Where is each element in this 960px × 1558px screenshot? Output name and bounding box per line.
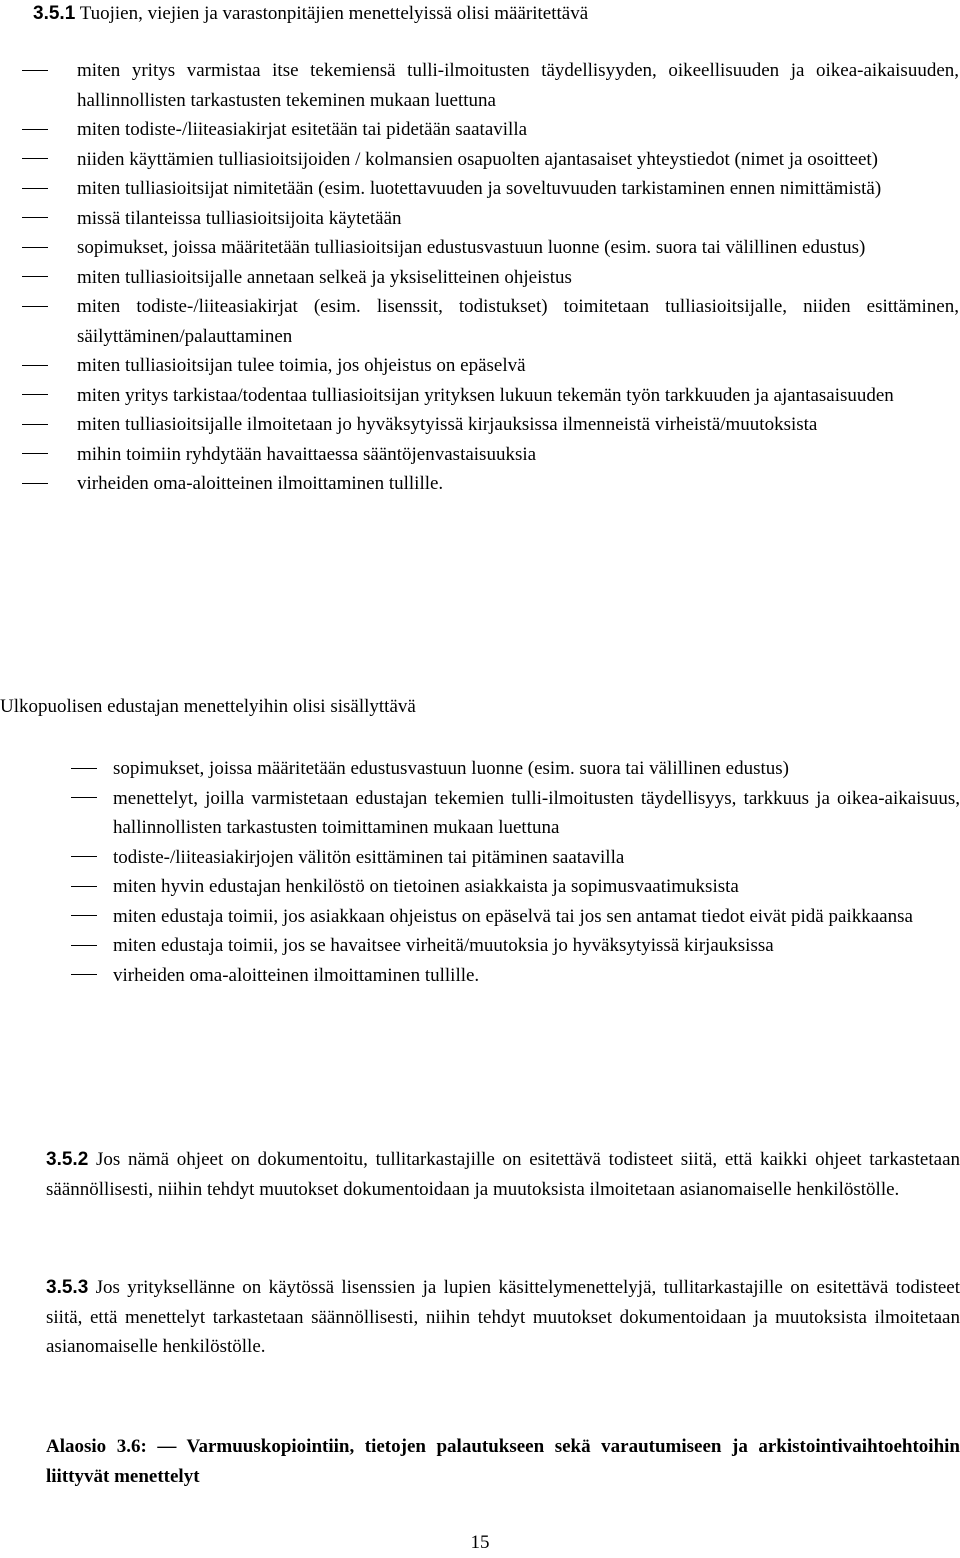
subsection-heading-3-6: Alaosio 3.6: — Varmuuskopiointiin, tietojen palautukseen sekä varautumiseen ja arkistointivaihtoehtoihin liittyvät menettelyt: [46, 1436, 960, 1487]
external-representative-intro: Ulkopuolisen edustajan menettelyihin olisi sisällyttävä: [0, 696, 416, 717]
dash-bullet-icon: [22, 204, 48, 234]
section-title: Tuojien, viejien ja varastonpitäjien menettelyissä olisi määritettävä: [79, 3, 589, 24]
dash-bullet-icon: [71, 902, 97, 932]
dash-bullet-icon: [22, 115, 48, 145]
paragraph-number: 3.5.2: [46, 1149, 89, 1170]
paragraph-number: 3.5.3: [46, 1277, 89, 1298]
list-item: miten tulliasioitsijalle annetaan selkeä ja yksiselitteinen ohjeistus: [77, 263, 959, 293]
dash-bullet-icon: [22, 145, 48, 175]
list-item: miten todiste-/liiteasiakirjat esitetään tai pidetään saatavilla: [77, 115, 959, 145]
list-item: menettelyt, joilla varmistetaan edustajan tekemien tulli-ilmoitusten täydellisyys, tarkkuus ja oikea-aikaisuus, hallinnollisten tarkastusten toimittaminen mukaan luettuna: [113, 784, 960, 843]
list-item: miten edustaja toimii, jos asiakkaan ohjeistus on epäselvä tai jos sen antamat tiedot eivät pidä paikkaansa: [113, 902, 960, 932]
list-item: miten tulliasioitsijan tulee toimia, jos ohjeistus on epäselvä: [77, 351, 959, 381]
dash-bullet-icon: [71, 843, 97, 873]
list-item: miten todiste-/liiteasiakirjat (esim. lisenssit, todistukset) toimitetaan tulliasioitsijalle, niiden esittäminen, säilyttäminen/palauttaminen: [77, 292, 959, 351]
dash-bullet-icon: [22, 410, 48, 440]
requirements-list-representatives: [113, 754, 960, 990]
dash-bullet-icon: [71, 872, 97, 902]
dash-bullet-icon: [22, 292, 48, 322]
dash-bullet-icon: [22, 56, 48, 86]
dash-bullet-icon: [71, 784, 97, 814]
list-item: miten edustaja toimii, jos se havaitsee virheitä/muutoksia jo hyväksytyissä kirjauksissa: [113, 931, 960, 961]
section-heading-3-5-1: [33, 1, 953, 27]
list-item: todiste-/liiteasiakirjojen välitön esittäminen tai pitäminen saatavilla: [113, 843, 960, 873]
page-number: 15: [470, 1532, 490, 1553]
list-item: miten hyvin edustajan henkilöstö on tietoinen asiakkaista ja sopimusvaatimuksista: [113, 872, 960, 902]
list-item: miten yritys varmistaa itse tekemiensä tulli-ilmoitusten täydellisyyden, oikeellisuuden ja oikea-aikaisuuden, hallinnollisten tarkastusten tekeminen mukaan luettuna: [77, 56, 959, 115]
dash-bullet-icon: [22, 351, 48, 381]
requirements-list-importers: [77, 56, 959, 499]
paragraph-3-5-2: [46, 1145, 960, 1204]
list-item: miten tulliasioitsijat nimitetään (esim. luotettavuuden ja soveltuvuuden tarkistaminen ennen nimittämistä): [77, 174, 959, 204]
section-number: 3.5.1: [33, 3, 76, 24]
paragraph-text: Jos nämä ohjeet on dokumentoitu, tullitarkastajille on esitettävä todisteet siitä, että kaikki ohjeet tarkastetaan säännöllisesti, niihin tehdyt muutokset dokumentoidaan ja muutoksista ilmoitetaan asianomaiselle henkilöstölle.: [46, 1149, 960, 1200]
list-item: mihin toimiin ryhdytään havaittaessa sääntöjenvastaisuuksia: [77, 440, 959, 470]
list-item: miten tulliasioitsijalle ilmoitetaan jo hyväksytyissä kirjauksissa ilmenneistä virheistä/muutoksista: [77, 410, 959, 440]
dash-bullet-icon: [22, 469, 48, 499]
list-item: sopimukset, joissa määritetään tulliasioitsijan edustusvastuun luonne (esim. suora tai välillinen edustus): [77, 233, 959, 263]
paragraph-3-5-3: [46, 1273, 960, 1362]
dash-bullet-icon: [71, 754, 97, 784]
dash-bullet-icon: [71, 961, 97, 991]
dash-bullet-icon: [22, 381, 48, 411]
list-item: virheiden oma-aloitteinen ilmoittaminen tullille.: [113, 961, 960, 991]
dash-bullet-icon: [22, 233, 48, 263]
paragraph-text: Jos yrityksellänne on käytössä lisenssien ja lupien käsittelymenettelyjä, tullitarkastajille on esitettävä todisteet siitä, että menettelyt tarkastetaan säännöllisesti, niihin tehdyt muutokset dokumentoidaan ja muutoksista ilmoitetaan asianomaiselle henkilöstölle.: [46, 1277, 960, 1357]
list-item: miten yritys tarkistaa/todentaa tulliasioitsijan yrityksen lukuun tekemän työn tarkkuuden ja ajantasaisuuden: [77, 381, 959, 411]
list-item: sopimukset, joissa määritetään edustusvastuun luonne (esim. suora tai välillinen edustus): [113, 754, 960, 784]
list-item: missä tilanteissa tulliasioitsijoita käytetään: [77, 204, 959, 234]
list-item: niiden käyttämien tulliasioitsijoiden / kolmansien osapuolten ajantasaiset yhteystiedot (nimet ja osoitteet): [77, 145, 959, 175]
dash-bullet-icon: [71, 931, 97, 961]
list-item: virheiden oma-aloitteinen ilmoittaminen tullille.: [77, 469, 959, 499]
dash-bullet-icon: [22, 263, 48, 293]
dash-bullet-icon: [22, 440, 48, 470]
dash-bullet-icon: [22, 174, 48, 204]
